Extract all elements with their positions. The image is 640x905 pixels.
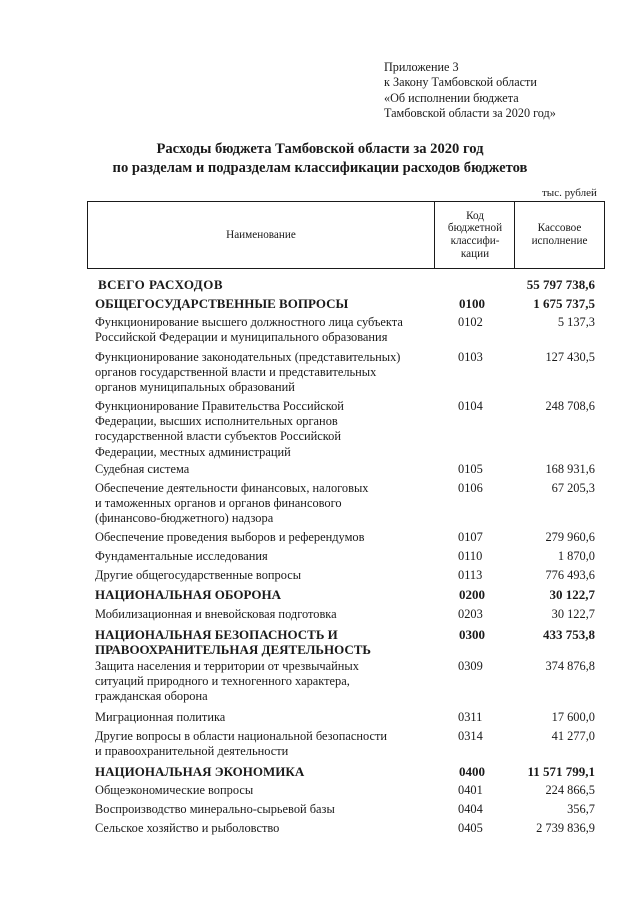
row-code: 0200 [459, 587, 485, 602]
appendix-line: Тамбовской области за 2020 год» [384, 106, 556, 121]
row-amount: 776 493,6 [545, 568, 595, 582]
row-name: Защита населения и территории от чрезвычайных ситуаций природного и техногенного характера, гражданская оборона [95, 659, 359, 704]
row-amount: 41 277,0 [551, 729, 595, 743]
row-name: Обеспечение деятельности финансовых, налоговых и таможенных органов и органов финансового (финансово-бюджетного) надзора [95, 481, 369, 526]
document-title [0, 140, 640, 178]
row-code: 0106 [458, 481, 483, 495]
row-amount: 168 931,6 [545, 462, 595, 476]
title-line-2: по разделам и подразделам классификации расходов бюджетов [112, 160, 528, 176]
row-name: ОБЩЕГОСУДАРСТВЕННЫЕ ВОПРОСЫ [95, 296, 349, 311]
row-code: 0405 [458, 821, 483, 835]
row-amount: 356,7 [567, 802, 595, 816]
header-code-cell [434, 202, 515, 268]
row-name: ВСЕГО РАСХОДОВ [98, 277, 224, 292]
row-amount: 279 960,6 [545, 530, 595, 544]
row-amount: 1 870,0 [557, 549, 595, 563]
row-amount: 11 571 799,1 [527, 764, 595, 779]
row-amount: 30 122,7 [549, 587, 595, 602]
appendix-line: Приложение 3 [384, 60, 459, 74]
row-code: 0401 [458, 783, 483, 797]
row-code: 0110 [458, 549, 483, 563]
header-amount-label: Кассовое исполнение [531, 222, 588, 247]
row-name: НАЦИОНАЛЬНАЯ ОБОРОНА [95, 587, 281, 602]
row-code: 0400 [459, 764, 485, 779]
row-code: 0314 [458, 729, 483, 743]
row-name: Фундаментальные исследования [95, 549, 268, 563]
row-code: 0105 [458, 462, 483, 476]
row-amount: 5 137,3 [557, 315, 595, 329]
appendix-note [384, 60, 556, 122]
row-name: НАЦИОНАЛЬНАЯ ЭКОНОМИКА [95, 764, 305, 779]
row-amount: 433 753,8 [543, 627, 595, 642]
header-name-label: Наименование [226, 228, 296, 241]
units-label: тыс. рублей [542, 187, 597, 199]
row-code: 0104 [458, 399, 483, 413]
header-amount-cell [514, 202, 604, 268]
row-code: 0103 [458, 350, 483, 364]
row-amount: 224 866,5 [545, 783, 595, 797]
row-code: 0100 [459, 296, 485, 311]
row-name: Другие общегосударственные вопросы [95, 568, 302, 582]
row-amount: 2 739 836,9 [536, 821, 595, 835]
row-code: 0107 [458, 530, 483, 544]
row-name: Функционирование законодательных (представительных) органов государственной власти и представительных органов муниципальных образований [95, 350, 401, 395]
row-amount: 127 430,5 [545, 350, 595, 364]
title-line-1: Расходы бюджета Тамбовской области за 2020 год [156, 141, 484, 157]
row-code: 0311 [458, 710, 483, 724]
row-name: Функционирование Правительства Российской Федерации, высших исполнительных органов государственной власти субъектов Российской Федерации, местных администраций [95, 399, 344, 459]
row-amount: 1 675 737,5 [533, 296, 595, 311]
header-name-cell [88, 202, 434, 268]
row-name: Функционирование высшего должностного лица субъекта Российской Федерации и муниципального образования [95, 315, 403, 345]
row-name: Судебная система [95, 462, 190, 476]
row-code: 0203 [458, 607, 483, 621]
row-name: Общеэкономические вопросы [95, 783, 254, 797]
row-name: НАЦИОНАЛЬНАЯ БЕЗОПАСНОСТЬ И ПРАВООХРАНИТЕЛЬНАЯ ДЕЯТЕЛЬНОСТЬ [95, 627, 372, 658]
appendix-line: «Об исполнении бюджета [384, 90, 519, 105]
row-amount: 30 122,7 [551, 607, 595, 621]
appendix-line: к Закону Тамбовской области [384, 75, 537, 90]
row-name: Сельское хозяйство и рыболовство [95, 821, 280, 835]
row-name: Другие вопросы в области национальной безопасности и правоохранительной деятельности [95, 729, 388, 759]
row-code: 0113 [458, 568, 483, 582]
row-name: Мобилизационная и вневойсковая подготовка [95, 607, 337, 621]
row-amount: 55 797 738,6 [526, 277, 595, 292]
row-amount: 248 708,6 [545, 399, 595, 413]
row-code: 0300 [459, 627, 485, 642]
row-amount: 17 600,0 [551, 710, 595, 724]
row-code: 0309 [458, 659, 483, 673]
row-name: Воспроизводство минерально-сырьевой базы [95, 802, 335, 816]
header-code-label: Код бюджетной классифи- кации [447, 209, 503, 260]
row-name: Обеспечение проведения выборов и референдумов [95, 530, 365, 544]
row-code: 0102 [458, 315, 483, 329]
row-amount: 374 876,8 [545, 659, 595, 673]
row-code: 0404 [458, 802, 483, 816]
row-amount: 67 205,3 [551, 481, 595, 495]
row-name: Миграционная политика [95, 710, 226, 724]
table-header [87, 201, 605, 269]
